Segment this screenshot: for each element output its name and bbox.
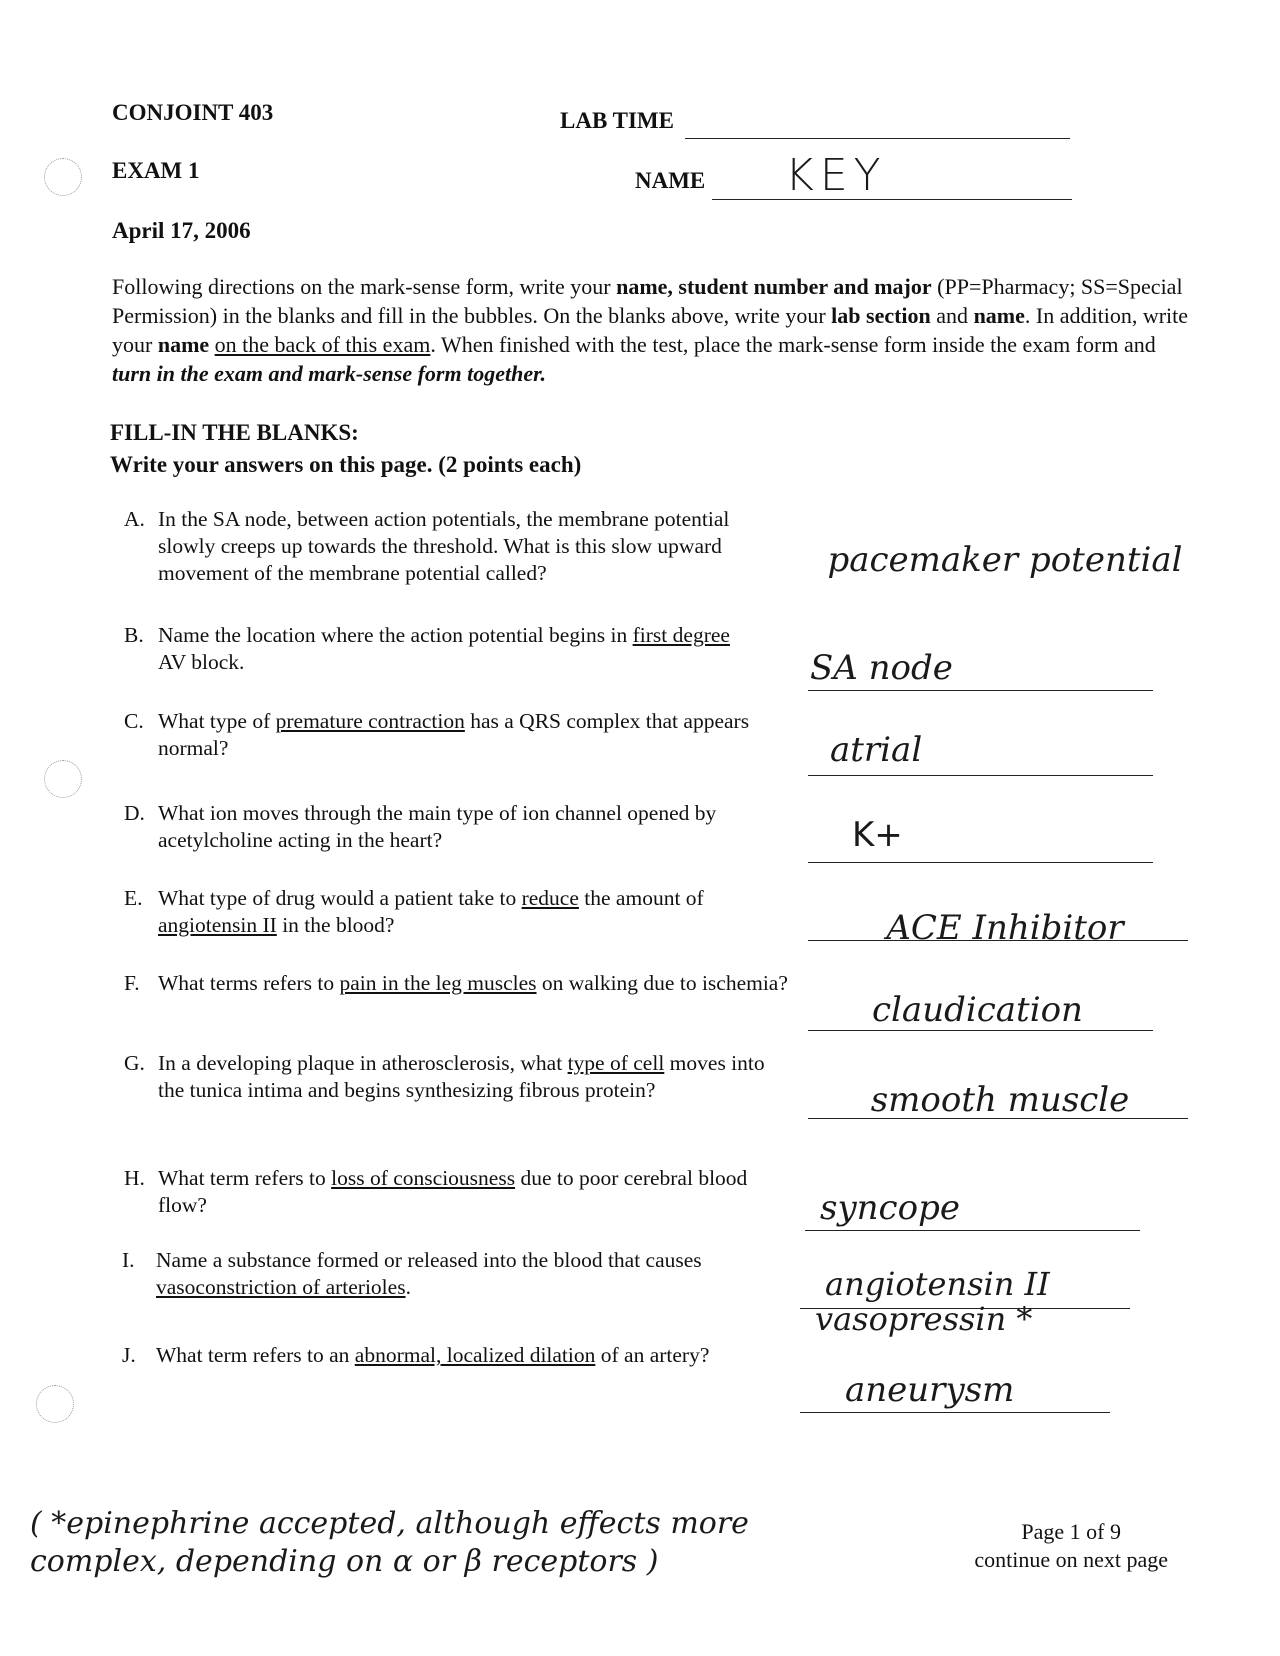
lab-time-label: LAB TIME bbox=[560, 108, 674, 133]
page-footer bbox=[974, 1518, 1168, 1574]
question-h: H. What term refers to loss of consciousness due to poor cerebral blood flow? bbox=[124, 1166, 748, 1217]
answer-j-line[interactable] bbox=[800, 1372, 1110, 1413]
answer-h-line[interactable] bbox=[805, 1190, 1140, 1231]
continue-note: continue on next page bbox=[974, 1547, 1168, 1572]
answer-e-line[interactable] bbox=[808, 900, 1188, 941]
exam-date: April 17, 2006 bbox=[112, 218, 251, 243]
answer-c: atrial bbox=[830, 730, 923, 770]
answer-f: claudication bbox=[872, 990, 1083, 1030]
question-i: I. Name a substance formed or released into the blood that causes vasoconstriction of arterioles. bbox=[122, 1248, 702, 1299]
answer-d-line[interactable] bbox=[808, 822, 1153, 863]
question-j: J. What term refers to an abnormal, localized dilation of an artery? bbox=[122, 1343, 710, 1367]
page-number: Page 1 of 9 bbox=[1021, 1519, 1121, 1544]
section-subtitle: Write your answers on this page. (2 points each) bbox=[110, 452, 582, 477]
footnote-handwritten: ( *epinephrine accepted, although effects more complex, depending on α or β receptors ) bbox=[30, 1506, 749, 1579]
answer-c-line[interactable] bbox=[808, 735, 1153, 776]
name-field[interactable] bbox=[712, 165, 1072, 200]
punch-hole-middle bbox=[44, 760, 82, 798]
question-b: B. Name the location where the action potential begins in first degree AV block. bbox=[124, 623, 730, 674]
lab-time-field[interactable] bbox=[685, 108, 1070, 139]
section-title: FILL-IN THE BLANKS: bbox=[110, 420, 359, 445]
answer-h: syncope bbox=[820, 1188, 960, 1228]
question-e: E. What type of drug would a patient take to reduce the amount of angiotensin II in the blood? bbox=[124, 886, 704, 937]
name-value: KEY bbox=[785, 150, 887, 201]
punch-hole-top bbox=[44, 158, 82, 196]
answer-f-line[interactable] bbox=[808, 990, 1153, 1031]
answer-g: smooth muscle bbox=[870, 1080, 1130, 1120]
answer-j: aneurysm bbox=[845, 1370, 1015, 1410]
answer-a: pacemaker potential bbox=[827, 540, 1183, 580]
answer-b-line[interactable] bbox=[808, 650, 1153, 691]
instructions: Following directions on the mark-sense form, write your name, student number and major (PP=Pharmacy; SS=Special Permission) in the blanks and fill in the bubbles. On the blanks above, write your lab section and name. In addition, write your name on the back of this exam. When finished with the test, place the mark-sense form inside the exam form and turn in the exam and mark-sense form together. bbox=[112, 274, 1189, 386]
punch-hole-bottom bbox=[36, 1385, 74, 1423]
question-g: G. In a developing plaque in atherosclerosis, what type of cell moves into the tunica intima and begins synthesizing fibrous protein? bbox=[124, 1051, 765, 1102]
answer-b: SA node bbox=[810, 648, 953, 688]
question-f: F. What terms refers to pain in the leg muscles on walking due to ischemia? bbox=[124, 971, 788, 995]
answer-g-line[interactable] bbox=[808, 1078, 1188, 1119]
answer-d: K+ bbox=[852, 815, 903, 855]
name-label: NAME bbox=[635, 168, 706, 193]
answer-i: angiotensin II bbox=[825, 1265, 1050, 1303]
question-d: D. What ion moves through the main type of ion channel opened by acetylcholine acting in the heart? bbox=[124, 801, 717, 852]
answer-e: ACE Inhibitor bbox=[886, 908, 1124, 948]
exam-number: EXAM 1 bbox=[112, 158, 200, 183]
question-c: C. What type of premature contraction has a QRS complex that appears normal? bbox=[124, 709, 750, 760]
course-title: CONJOINT 403 bbox=[112, 100, 274, 125]
answer-i-alt: vasopressin * bbox=[815, 1300, 1033, 1338]
question-a: A. In the SA node, between action potentials, the membrane potential slowly creeps up towards the threshold. What is this slow upward movement of the membrane potential called? bbox=[124, 507, 730, 585]
